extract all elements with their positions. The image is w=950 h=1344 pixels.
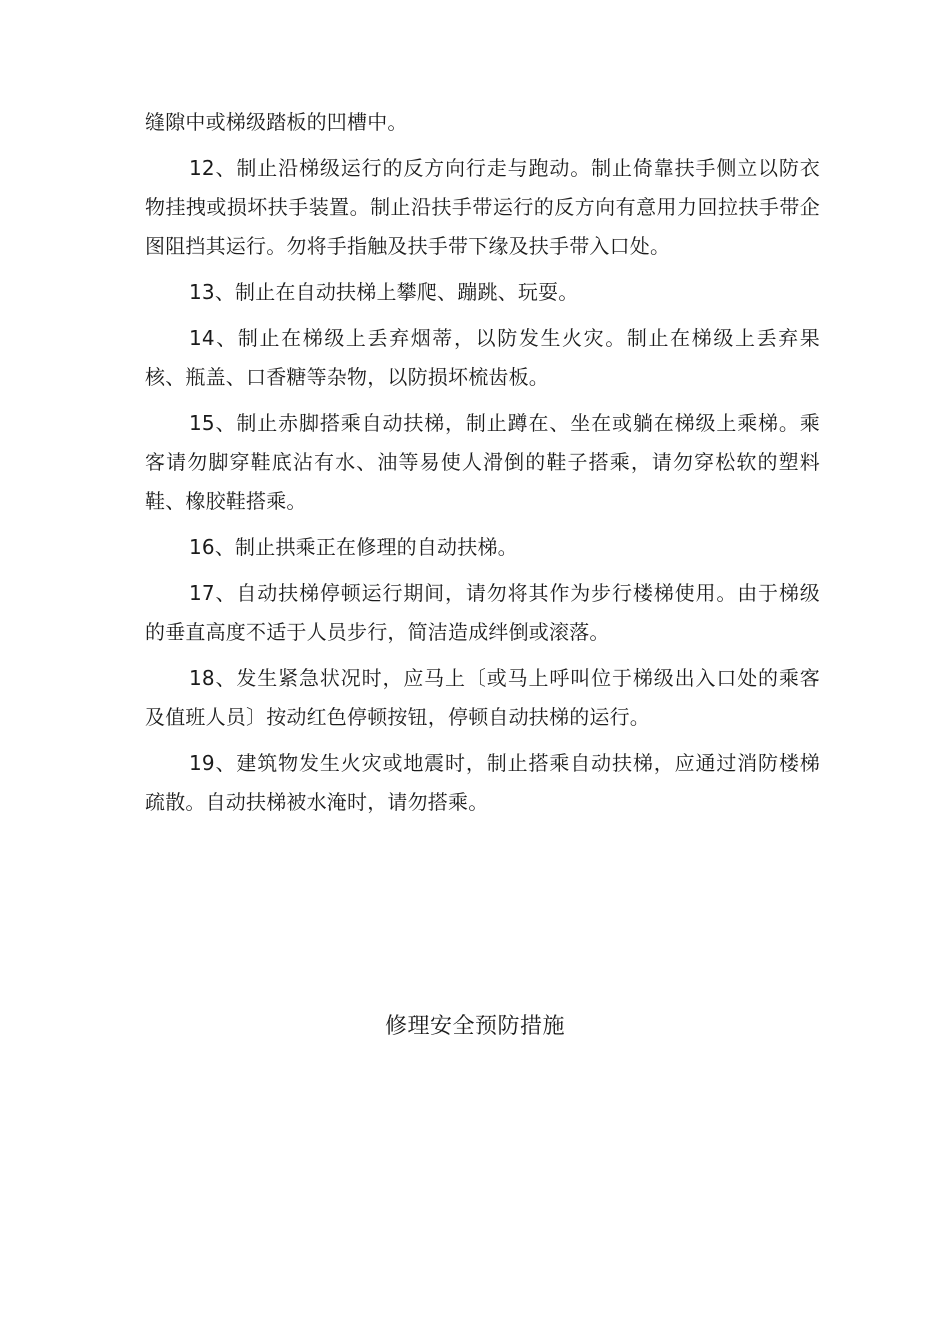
paragraph-item-13: 13、制止在自动扶梯上攀爬、蹦跳、玩耍。 — [189, 280, 579, 304]
paragraph-item-19: 19、建筑物发生火灾或地震时，制止搭乘自动扶梯，应通过消防楼梯疏散。自动扶梯被水淹时，请勿搭乘。 — [145, 751, 820, 814]
paragraph-item-15: 15、制止赤脚搭乘自动扶梯，制止蹲在、坐在或躺在梯级上乘梯。乘客请勿脚穿鞋底沾有水、油等易使人滑倒的鞋子搭乘，请勿穿松软的塑料鞋、橡胶鞋搭乘。 — [145, 411, 820, 513]
paragraph-item-18: 18、发生紧急状况时，应马上〔或马上呼叫位于梯级出入口处的乘客及值班人员〕按动红色停顿按钮，停顿自动扶梯的运行。 — [145, 666, 820, 729]
section-heading: 修理安全预防措施 — [384, 1014, 565, 1039]
paragraph-item-14: 14、制止在梯级上丢弃烟蒂，以防发生火灾。制止在梯级上丢弃果核、瓶盖、口香糖等杂物，以防损坏梳齿板。 — [145, 326, 820, 389]
paragraph-item-16: 16、制止拱乘正在修理的自动扶梯。 — [189, 535, 518, 559]
paragraph-item-12: 12、制止沿梯级运行的反方向行走与跑动。制止倚靠扶手侧立以防衣物挂拽或损坏扶手装置。制止沿扶手带运行的反方向有意用力回拉扶手带企图阻挡其运行。勿将手指触及扶手带下缘及扶手带入口处。 — [145, 156, 820, 258]
paragraph-item-17: 17、自动扶梯停顿运行期间，请勿将其作为步行楼梯使用。由于梯级的垂直高度不适于人员步行，简洁造成绊倒或滚落。 — [145, 581, 820, 644]
body-text — [145, 103, 820, 829]
paragraph-continuation: 缝隙中或梯级踏板的凹槽中。 — [145, 110, 408, 134]
